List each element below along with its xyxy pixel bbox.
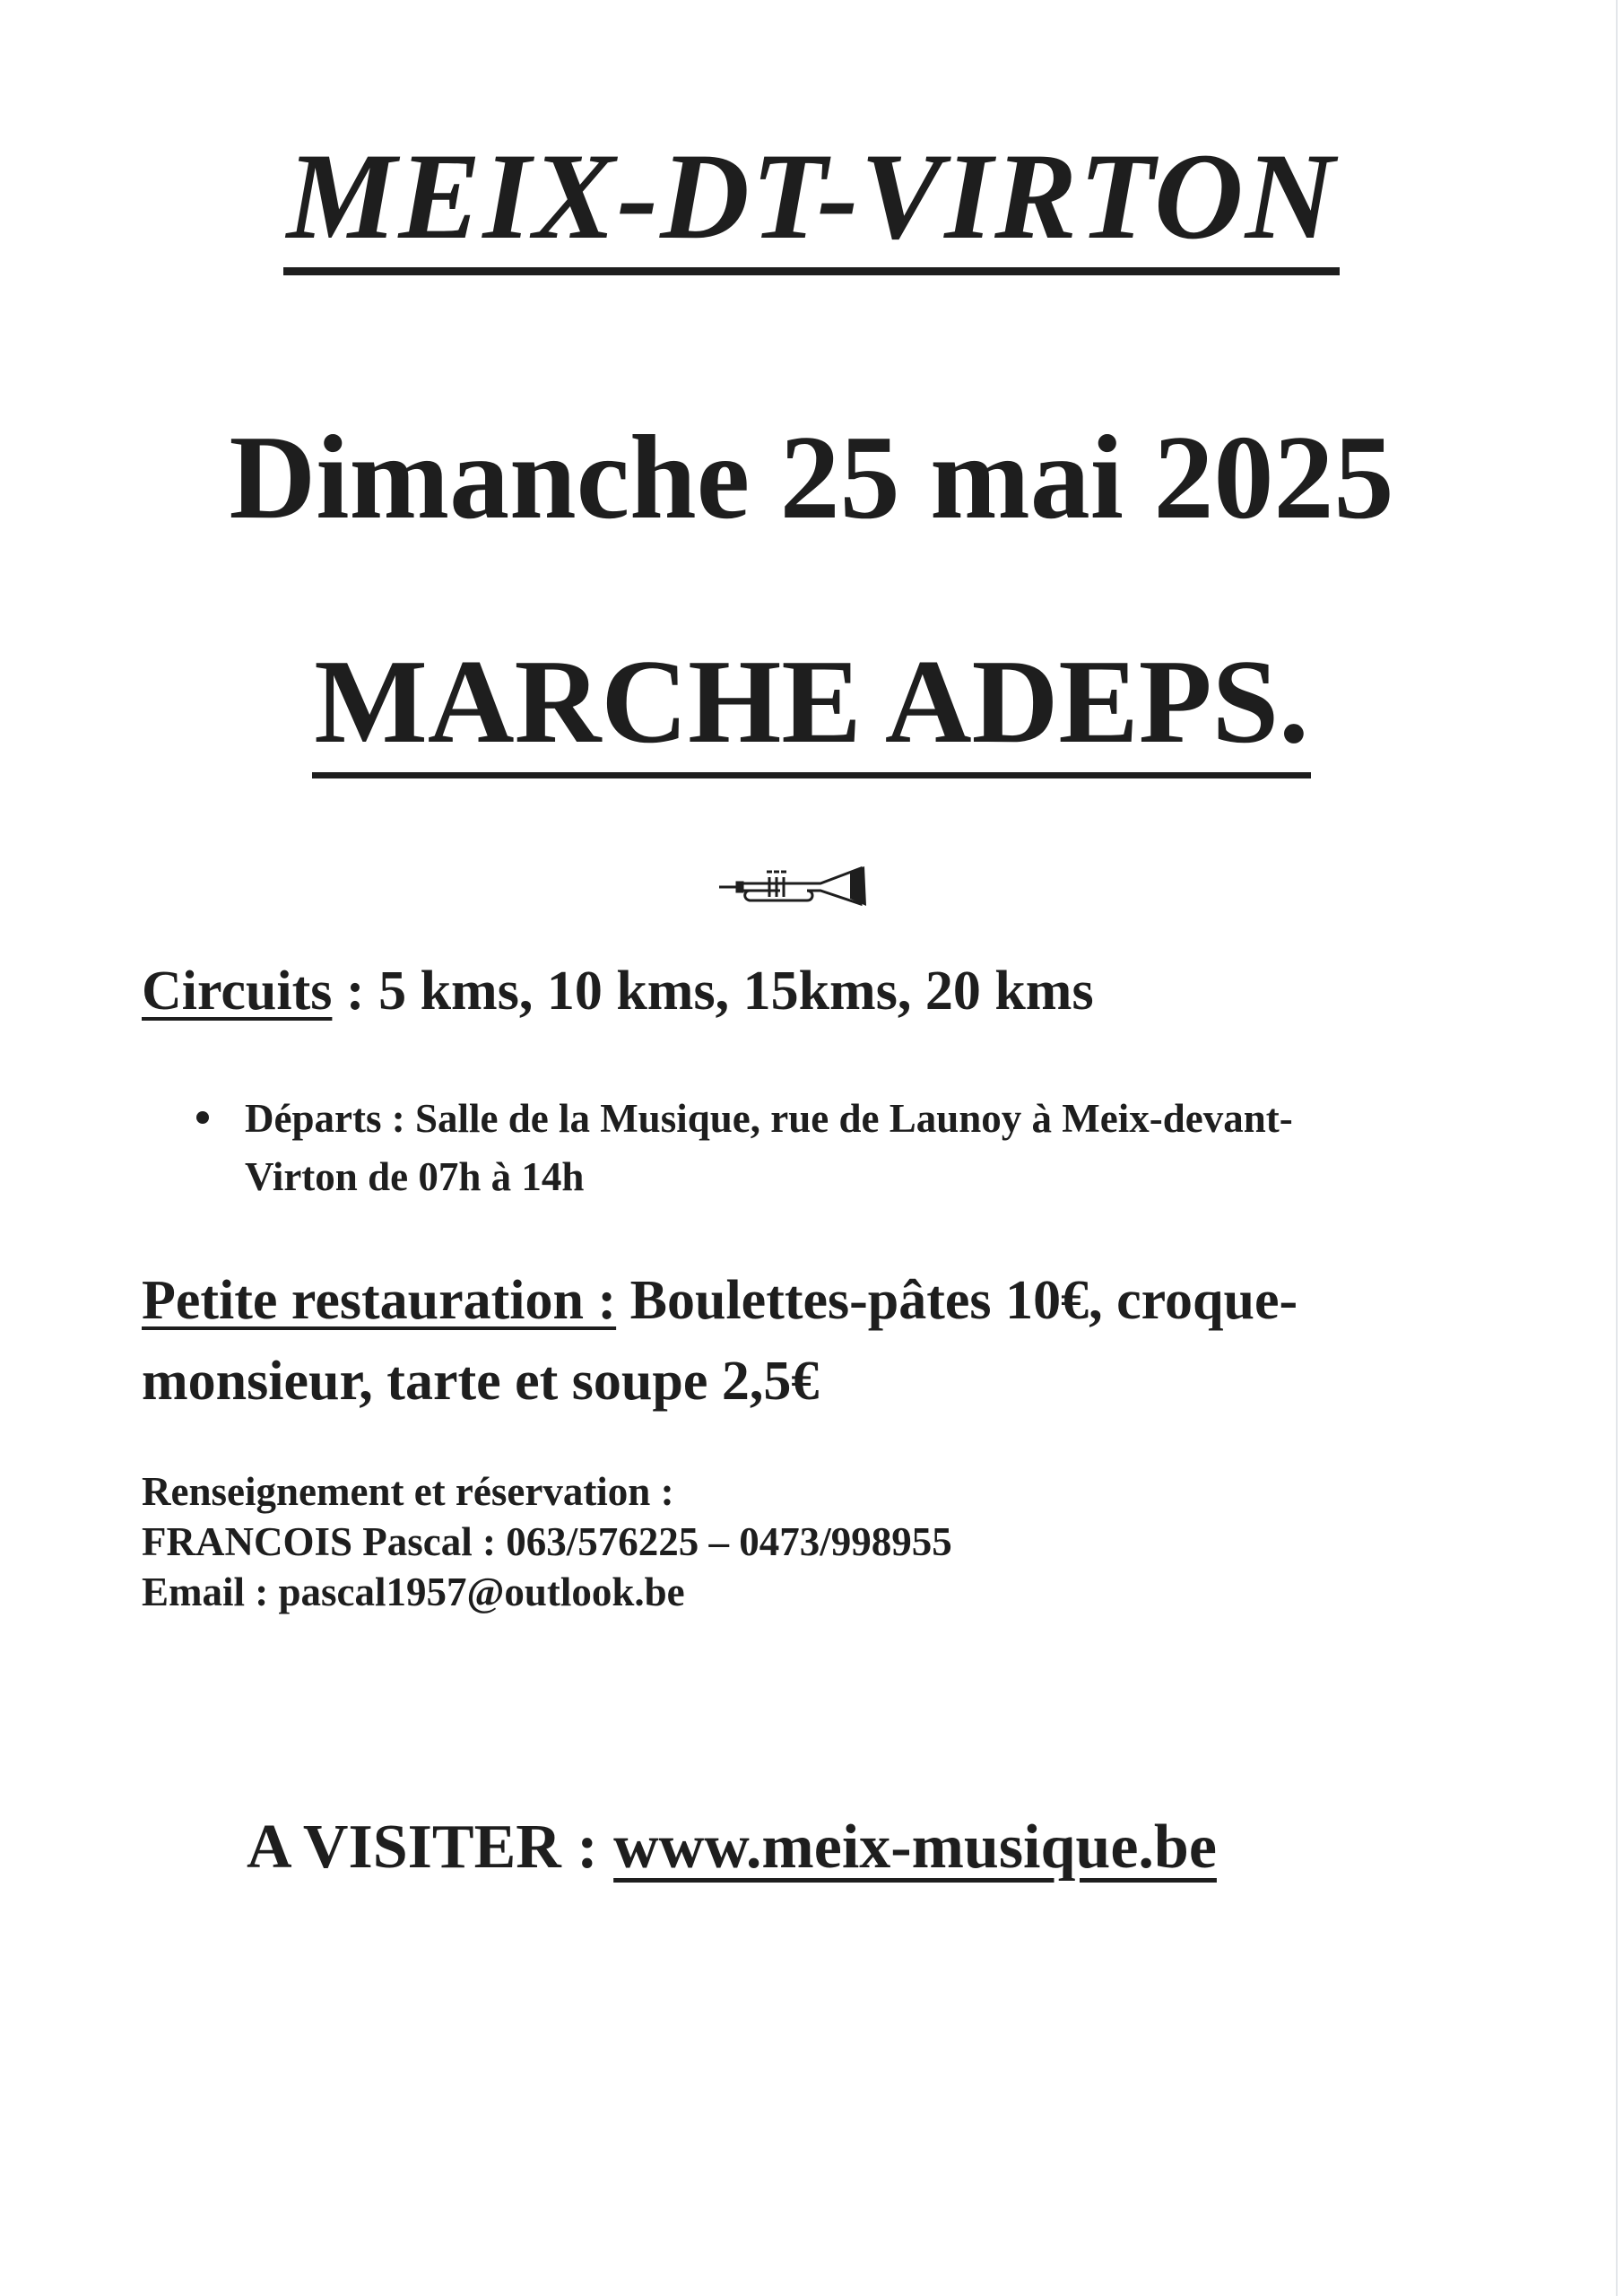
- event-title-text: MARCHE ADEPS.: [312, 641, 1310, 778]
- bullet-icon: [196, 1111, 209, 1124]
- contact-heading: Renseignement et réservation :: [142, 1469, 674, 1514]
- circuits-value: 5 kms, 10 kms, 15kms, 20 kms: [378, 961, 1094, 1022]
- departures-text: Départs : Salle de la Musique, rue de Launoy à Meix-devant-Virton de 07h à 14h: [245, 1096, 1293, 1199]
- event-title: [0, 635, 1623, 778]
- website-link[interactable]: www.meix-musique.be: [613, 1813, 1217, 1882]
- circuits-label: Circuits: [142, 961, 333, 1022]
- town-title-text: MEIX-DT-VIRTON: [283, 135, 1341, 275]
- departures-list: [193, 1090, 1376, 1206]
- visit-line: [247, 1810, 1217, 1885]
- event-date: Dimanche 25 mai 2025: [229, 411, 1394, 544]
- list-item: [193, 1090, 1376, 1206]
- circuits-separator: :: [332, 961, 379, 1022]
- scan-edge-line: [1616, 0, 1618, 2296]
- circuits-line: [142, 958, 1094, 1024]
- restauration-value: Boulettes-pâtes 10€, croque-monsieur, tarte et soupe 2,5€: [142, 1270, 1298, 1412]
- contact-phone: FRANCOIS Pascal : 063/576225 – 0473/998955: [142, 1519, 952, 1564]
- trumpet-icon: [717, 863, 870, 908]
- contact-email: Email : pascal1957@outlook.be: [142, 1570, 685, 1614]
- town-title: [0, 127, 1623, 275]
- contact-block: [142, 1466, 952, 1617]
- restauration-block: [142, 1260, 1307, 1422]
- visit-label: A VISITER :: [247, 1813, 614, 1882]
- restauration-label: Petite restauration :: [142, 1270, 617, 1331]
